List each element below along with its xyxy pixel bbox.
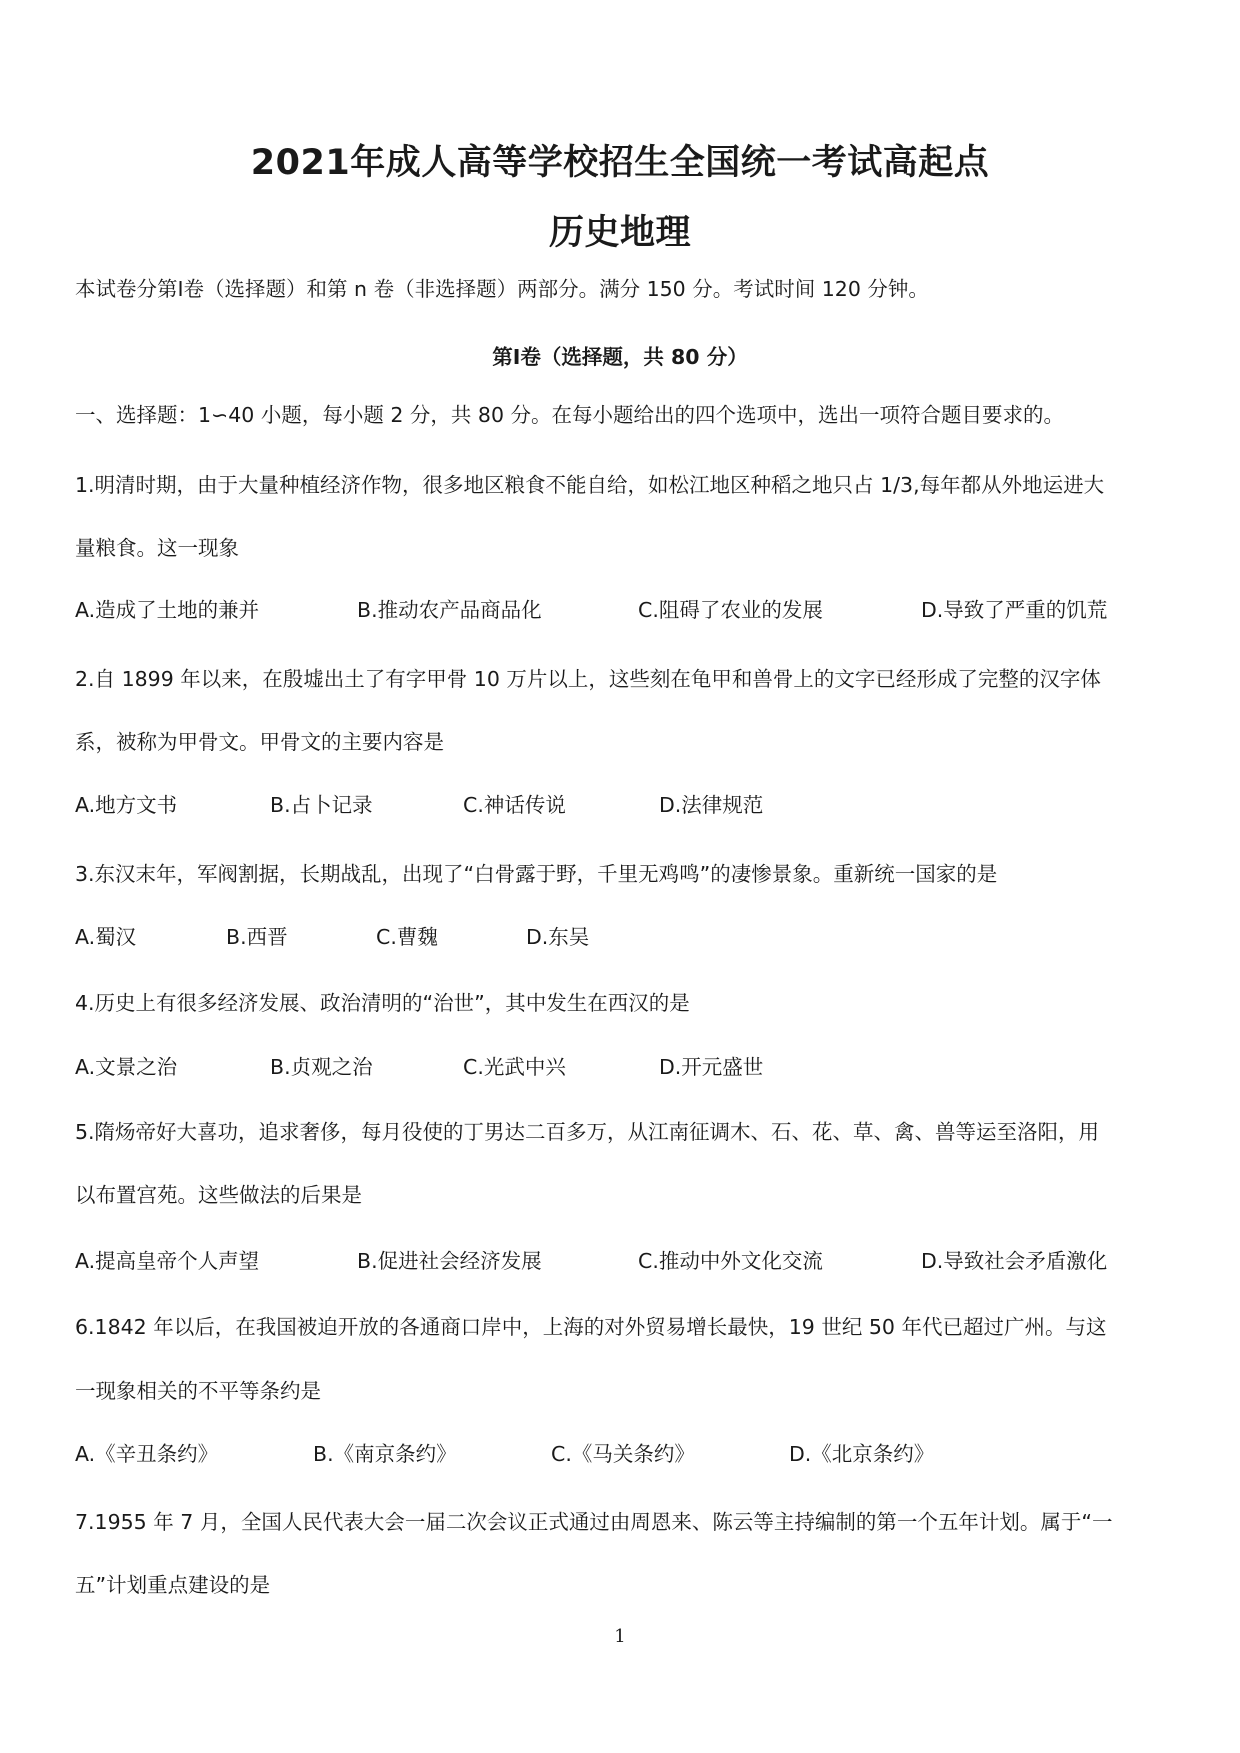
option-a: A.地方文书 [75,793,178,817]
option-c: C.神话传说 [463,793,566,817]
option-c: C.推动中外文化交流 [638,1249,823,1273]
option-d: D.法律规范 [659,793,764,817]
question-stem-line: 系，被称为甲骨文。甲骨文的主要内容是 [75,730,444,754]
option-b: B.贞观之治 [270,1055,373,1079]
question-stem-line: 2.自 1899 年以来，在殷墟出土了有字甲骨 10 万片以上，这些刻在龟甲和兽骨上的文字已经形成了完整的汉字体 [75,667,1101,691]
option-d: D.《北京条约》 [789,1442,935,1466]
option-b: B.占卜记录 [270,793,373,817]
question-stem-line: 7.1955 年 7 月，全国人民代表大会一届二次会议正式通过由周恩来、陈云等主持编制的第一个五年计划。属于“一 [75,1510,1113,1534]
question-stem-line: 1.明清时期，由于大量种植经济作物，很多地区粮食不能自给，如松江地区种稻之地只占 1/3,每年都从外地运进大 [75,473,1105,497]
option-b: B.《南京条约》 [313,1442,457,1466]
option-c: C.阻碍了农业的发展 [638,598,823,622]
question-stem-line: 6.1842 年以后，在我国被迫开放的各通商口岸中，上海的对外贸易增长最快，19 世纪 50 年代已超过广州。与这 [75,1315,1107,1339]
option-c: C.《马关条约》 [551,1442,695,1466]
option-a: A.文景之治 [75,1055,178,1079]
option-a: A.提高皇帝个人声望 [75,1249,260,1273]
option-a: A.蜀汉 [75,925,137,949]
section-title: 第Ⅰ卷（选择题，共 80 分） [492,345,748,369]
option-a: A.《辛丑条约》 [75,1442,219,1466]
option-b: B.西晋 [226,925,288,949]
option-d: D.导致了严重的饥荒 [921,598,1108,622]
option-c: C.光武中兴 [463,1055,566,1079]
question-stem-line: 一现象相关的不平等条约是 [75,1379,321,1403]
option-c: C.曹魏 [376,925,438,949]
option-d: D.开元盛世 [659,1055,764,1079]
question-stem-line: 3.东汉末年，军阀割据，长期战乱，出现了“白骨露于野，千里无鸡鸣”的凄惨景象。重新统一国家的是 [75,862,998,886]
intro-text: 本试卷分第Ⅰ卷（选择题）和第 n 卷（非选择题）两部分。满分 150 分。考试时间 120 分钟。 [75,277,929,301]
question-stem-line: 5.隋炀帝好大喜功，追求奢侈，每月役使的丁男达二百多万，从江南征调木、石、花、草、禽、兽等运至洛阳，用 [75,1120,1100,1144]
page-number: 1 [614,1626,626,1647]
question-stem-line: 量粮食。这一现象 [75,536,239,560]
exam-title: 2021年成人高等学校招生全国统一考试高起点 [250,143,990,183]
option-a: A.造成了土地的兼并 [75,598,260,622]
option-d: D.导致社会矛盾激化 [921,1249,1108,1273]
question-stem-line: 4.历史上有很多经济发展、政治清明的“治世”，其中发生在西汉的是 [75,991,690,1015]
instructions-text: 一、选择题：1∽40 小题，每小题 2 分，共 80 分。在每小题给出的四个选项中，选出一项符合题目要求的。 [75,403,1065,427]
question-stem-line: 以布置宫苑。这些做法的后果是 [75,1183,362,1207]
exam-subject: 历史地理 [548,213,691,253]
question-stem-line: 五”计划重点建设的是 [75,1573,271,1597]
option-b: B.促进社会经济发展 [357,1249,542,1273]
option-d: D.东吴 [526,925,590,949]
option-b: B.推动农产品商品化 [357,598,542,622]
